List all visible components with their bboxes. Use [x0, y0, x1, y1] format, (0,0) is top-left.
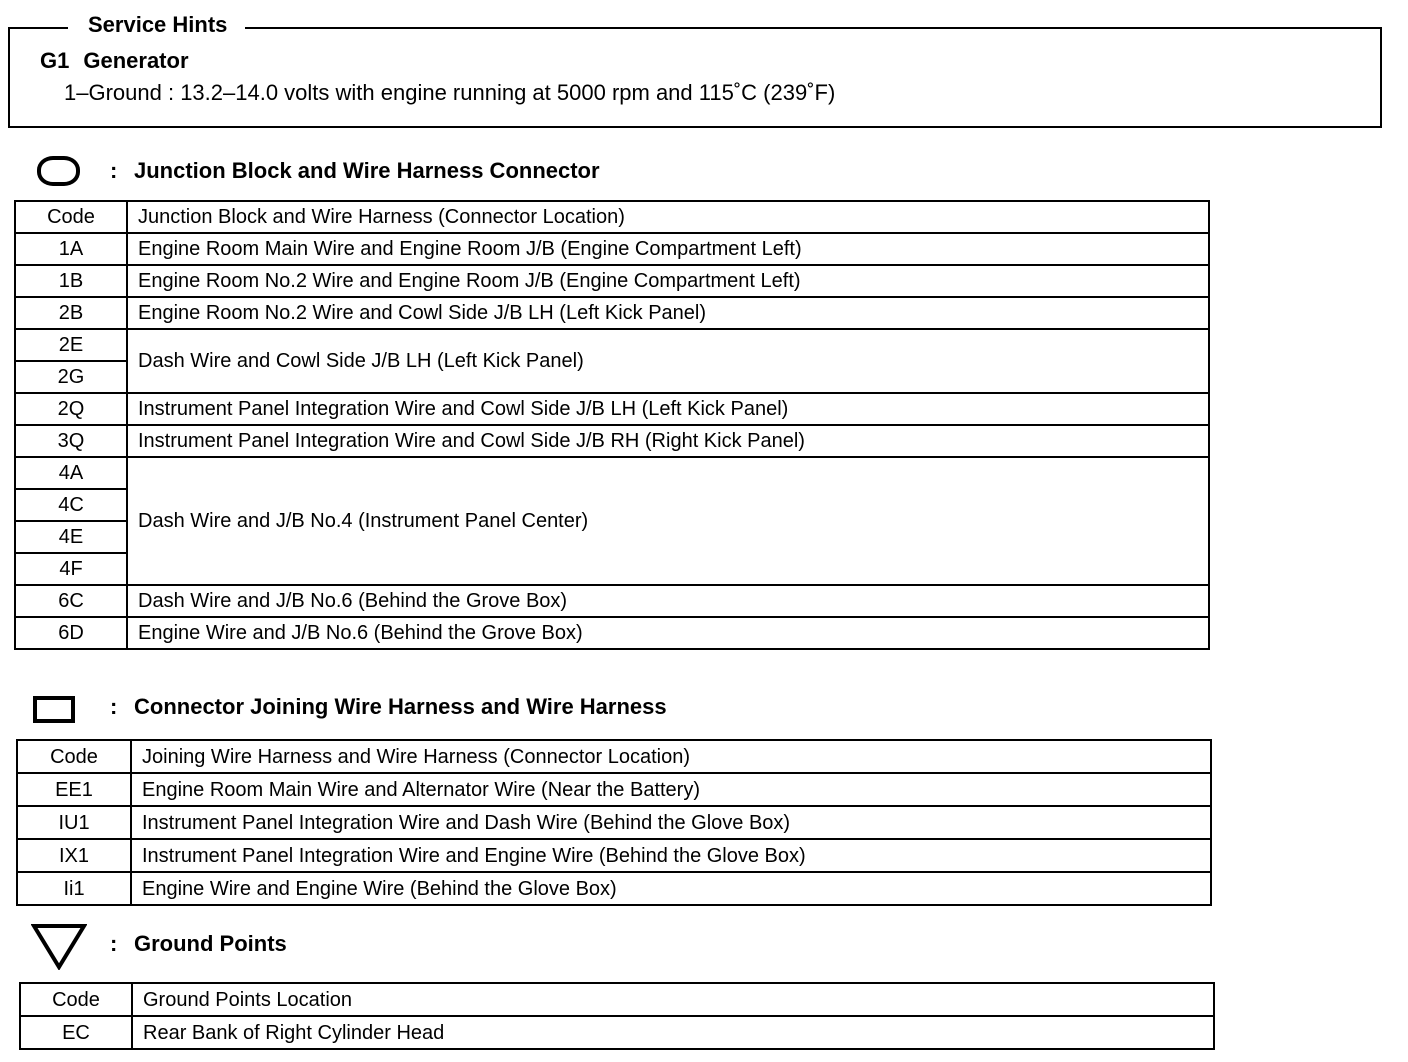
code-cell: Ii1 — [17, 872, 131, 905]
ground-section-title — [110, 929, 287, 959]
location-cell: Engine Room Main Wire and Alternator Wire (Near the Battery) — [131, 773, 1211, 806]
table-header-row — [15, 201, 1209, 233]
header-code-cell: Code — [17, 740, 131, 773]
table-row — [15, 425, 1209, 457]
hint-text: 1–Ground : 13.2–14.0 volts with engine running at 5000 rpm and 115˚C (239˚F) — [64, 80, 836, 105]
ground-table — [19, 982, 1215, 1050]
connector-table — [16, 739, 1212, 906]
header-desc-cell: Joining Wire Harness and Wire Harness (Connector Location) — [131, 740, 1211, 773]
table-row — [15, 329, 1209, 361]
location-cell: Engine Wire and J/B No.6 (Behind the Grove Box) — [127, 617, 1209, 649]
junction-title-text: Junction Block and Wire Harness Connector — [134, 158, 600, 183]
location-cell: Engine Room No.2 Wire and Engine Room J/B (Engine Compartment Left) — [127, 265, 1209, 297]
header-desc-cell: Junction Block and Wire Harness (Connector Location) — [127, 201, 1209, 233]
location-cell: Instrument Panel Integration Wire and Cowl Side J/B RH (Right Kick Panel) — [127, 425, 1209, 457]
code-cell: 4F — [15, 553, 127, 585]
code-cell: 1A — [15, 233, 127, 265]
ground-title-text: Ground Points — [134, 931, 287, 956]
table-row — [15, 457, 1209, 489]
table-row — [15, 617, 1209, 649]
header-code-cell: Code — [20, 983, 132, 1016]
location-cell: Instrument Panel Integration Wire and Cowl Side J/B LH (Left Kick Panel) — [127, 393, 1209, 425]
location-cell: Instrument Panel Integration Wire and Dash Wire (Behind the Glove Box) — [131, 806, 1211, 839]
table-row — [17, 806, 1211, 839]
junction-table — [14, 200, 1210, 650]
location-cell: Instrument Panel Integration Wire and Engine Wire (Behind the Glove Box) — [131, 839, 1211, 872]
table-row — [20, 1016, 1214, 1049]
hint-title — [40, 46, 189, 76]
code-cell: 2B — [15, 297, 127, 329]
code-cell: 4A — [15, 457, 127, 489]
code-cell: 2Q — [15, 393, 127, 425]
table-row — [17, 872, 1211, 905]
connector-title-text: Connector Joining Wire Harness and Wire Harness — [134, 694, 667, 719]
table-row — [17, 773, 1211, 806]
header-desc-cell: Ground Points Location — [132, 983, 1214, 1016]
rounded-rectangle-icon — [37, 156, 80, 186]
code-cell: 6D — [15, 617, 127, 649]
code-cell: IX1 — [17, 839, 131, 872]
table-row — [17, 839, 1211, 872]
ground-colon: : — [110, 931, 118, 956]
junction-colon: : — [110, 158, 118, 183]
code-cell: 3Q — [15, 425, 127, 457]
code-cell: 4E — [15, 521, 127, 553]
location-cell: Rear Bank of Right Cylinder Head — [132, 1016, 1214, 1049]
location-cell: Engine Wire and Engine Wire (Behind the Glove Box) — [131, 872, 1211, 905]
table-header-row — [20, 983, 1214, 1016]
connector-colon: : — [110, 694, 118, 719]
code-cell: 2E — [15, 329, 127, 361]
location-cell: Dash Wire and Cowl Side J/B LH (Left Kick Panel) — [127, 329, 1209, 393]
table-header-row — [17, 740, 1211, 773]
code-cell: 4C — [15, 489, 127, 521]
code-cell: EE1 — [17, 773, 131, 806]
table-row — [15, 233, 1209, 265]
code-cell: EC — [20, 1016, 132, 1049]
code-cell: 6C — [15, 585, 127, 617]
junction-section-title — [110, 156, 600, 186]
location-cell: Dash Wire and J/B No.6 (Behind the Grove Box) — [127, 585, 1209, 617]
connector-section-title — [110, 692, 667, 722]
hint-name: Generator — [83, 48, 189, 73]
hint-code: G1 — [40, 48, 70, 73]
table-row — [15, 297, 1209, 329]
table-row — [15, 585, 1209, 617]
header-code-cell: Code — [15, 201, 127, 233]
code-cell: IU1 — [17, 806, 131, 839]
table-row — [15, 393, 1209, 425]
location-cell: Dash Wire and J/B No.4 (Instrument Panel Center) — [127, 457, 1209, 585]
triangle-icon — [31, 924, 87, 970]
location-cell: Engine Room No.2 Wire and Cowl Side J/B LH (Left Kick Panel) — [127, 297, 1209, 329]
location-cell: Engine Room Main Wire and Engine Room J/B (Engine Compartment Left) — [127, 233, 1209, 265]
rectangle-icon — [33, 696, 75, 723]
table-row — [15, 265, 1209, 297]
code-cell: 1B — [15, 265, 127, 297]
code-cell: 2G — [15, 361, 127, 393]
service-hints-legend: Service Hints — [68, 10, 245, 40]
